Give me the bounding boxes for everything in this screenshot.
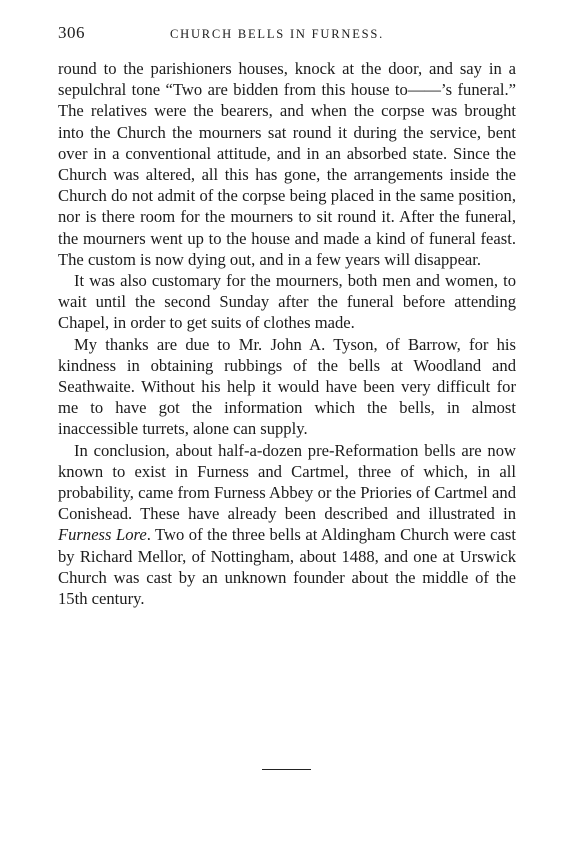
paragraph-text: In conclusion, about half-a-dozen pre-Reformation bells are now known to exist in Furness and Cartmel, three of which, in all probability, came from Furness Abbey or the Priories of Cartmel and Conishead. These have already been described and illustrated in (58, 440, 516, 524)
paragraph-conclusion (58, 440, 516, 610)
paragraph-text: My thanks are due to Mr. John A. Tyson, of Barrow, for his kindness in obtaining rubbings of the bells at Woodland and Seathwaite. Without his help it would have been very difficult for me to have got the information which the bells, in almost inaccessible turrets, alone can supply. (58, 334, 516, 439)
paragraph-text: . Two of the three bells at Aldingham Church were cast by Richard Mellor, of Nottingham, about 1488, and one at Urswick Church was cast by an unknown founder about the middle of the 15th century. (58, 525, 516, 609)
body-text (58, 58, 516, 609)
page-number: 306 (58, 23, 85, 42)
book-title-italic: Furness Lore (58, 525, 147, 545)
paragraph-chapel (58, 270, 516, 334)
paragraph-thanks (58, 334, 516, 440)
section-end-rule (262, 769, 311, 770)
paragraph-text: It was also customary for the mourners, both men and women, to wait until the second Sunday after the funeral before attending Chapel, in order to get suits of clothes made. (58, 271, 516, 333)
running-title: CHURCH BELLS IN FURNESS. (170, 27, 385, 41)
paragraph-text: round to the parishioners houses, knock at the door, and say in a sepulchral tone “Two are bidden from this house to——’s funeral.” The relatives were the bearers, and when the corpse was brought into the Church the mourners sat round it during the service, bent over in a conventional attitude, and in an absorbed state. Since the Church was altered, all this has gone, the arrangements inside the Church do not admit of the corpse being placed in the same position, nor is there room for the mourners to sit round it. After the funeral, the mourners went up to the house and made a kind of funeral feast. The custom is now dying out, and in a few years will disappear. (58, 59, 516, 269)
paragraph-continuation (58, 58, 516, 270)
